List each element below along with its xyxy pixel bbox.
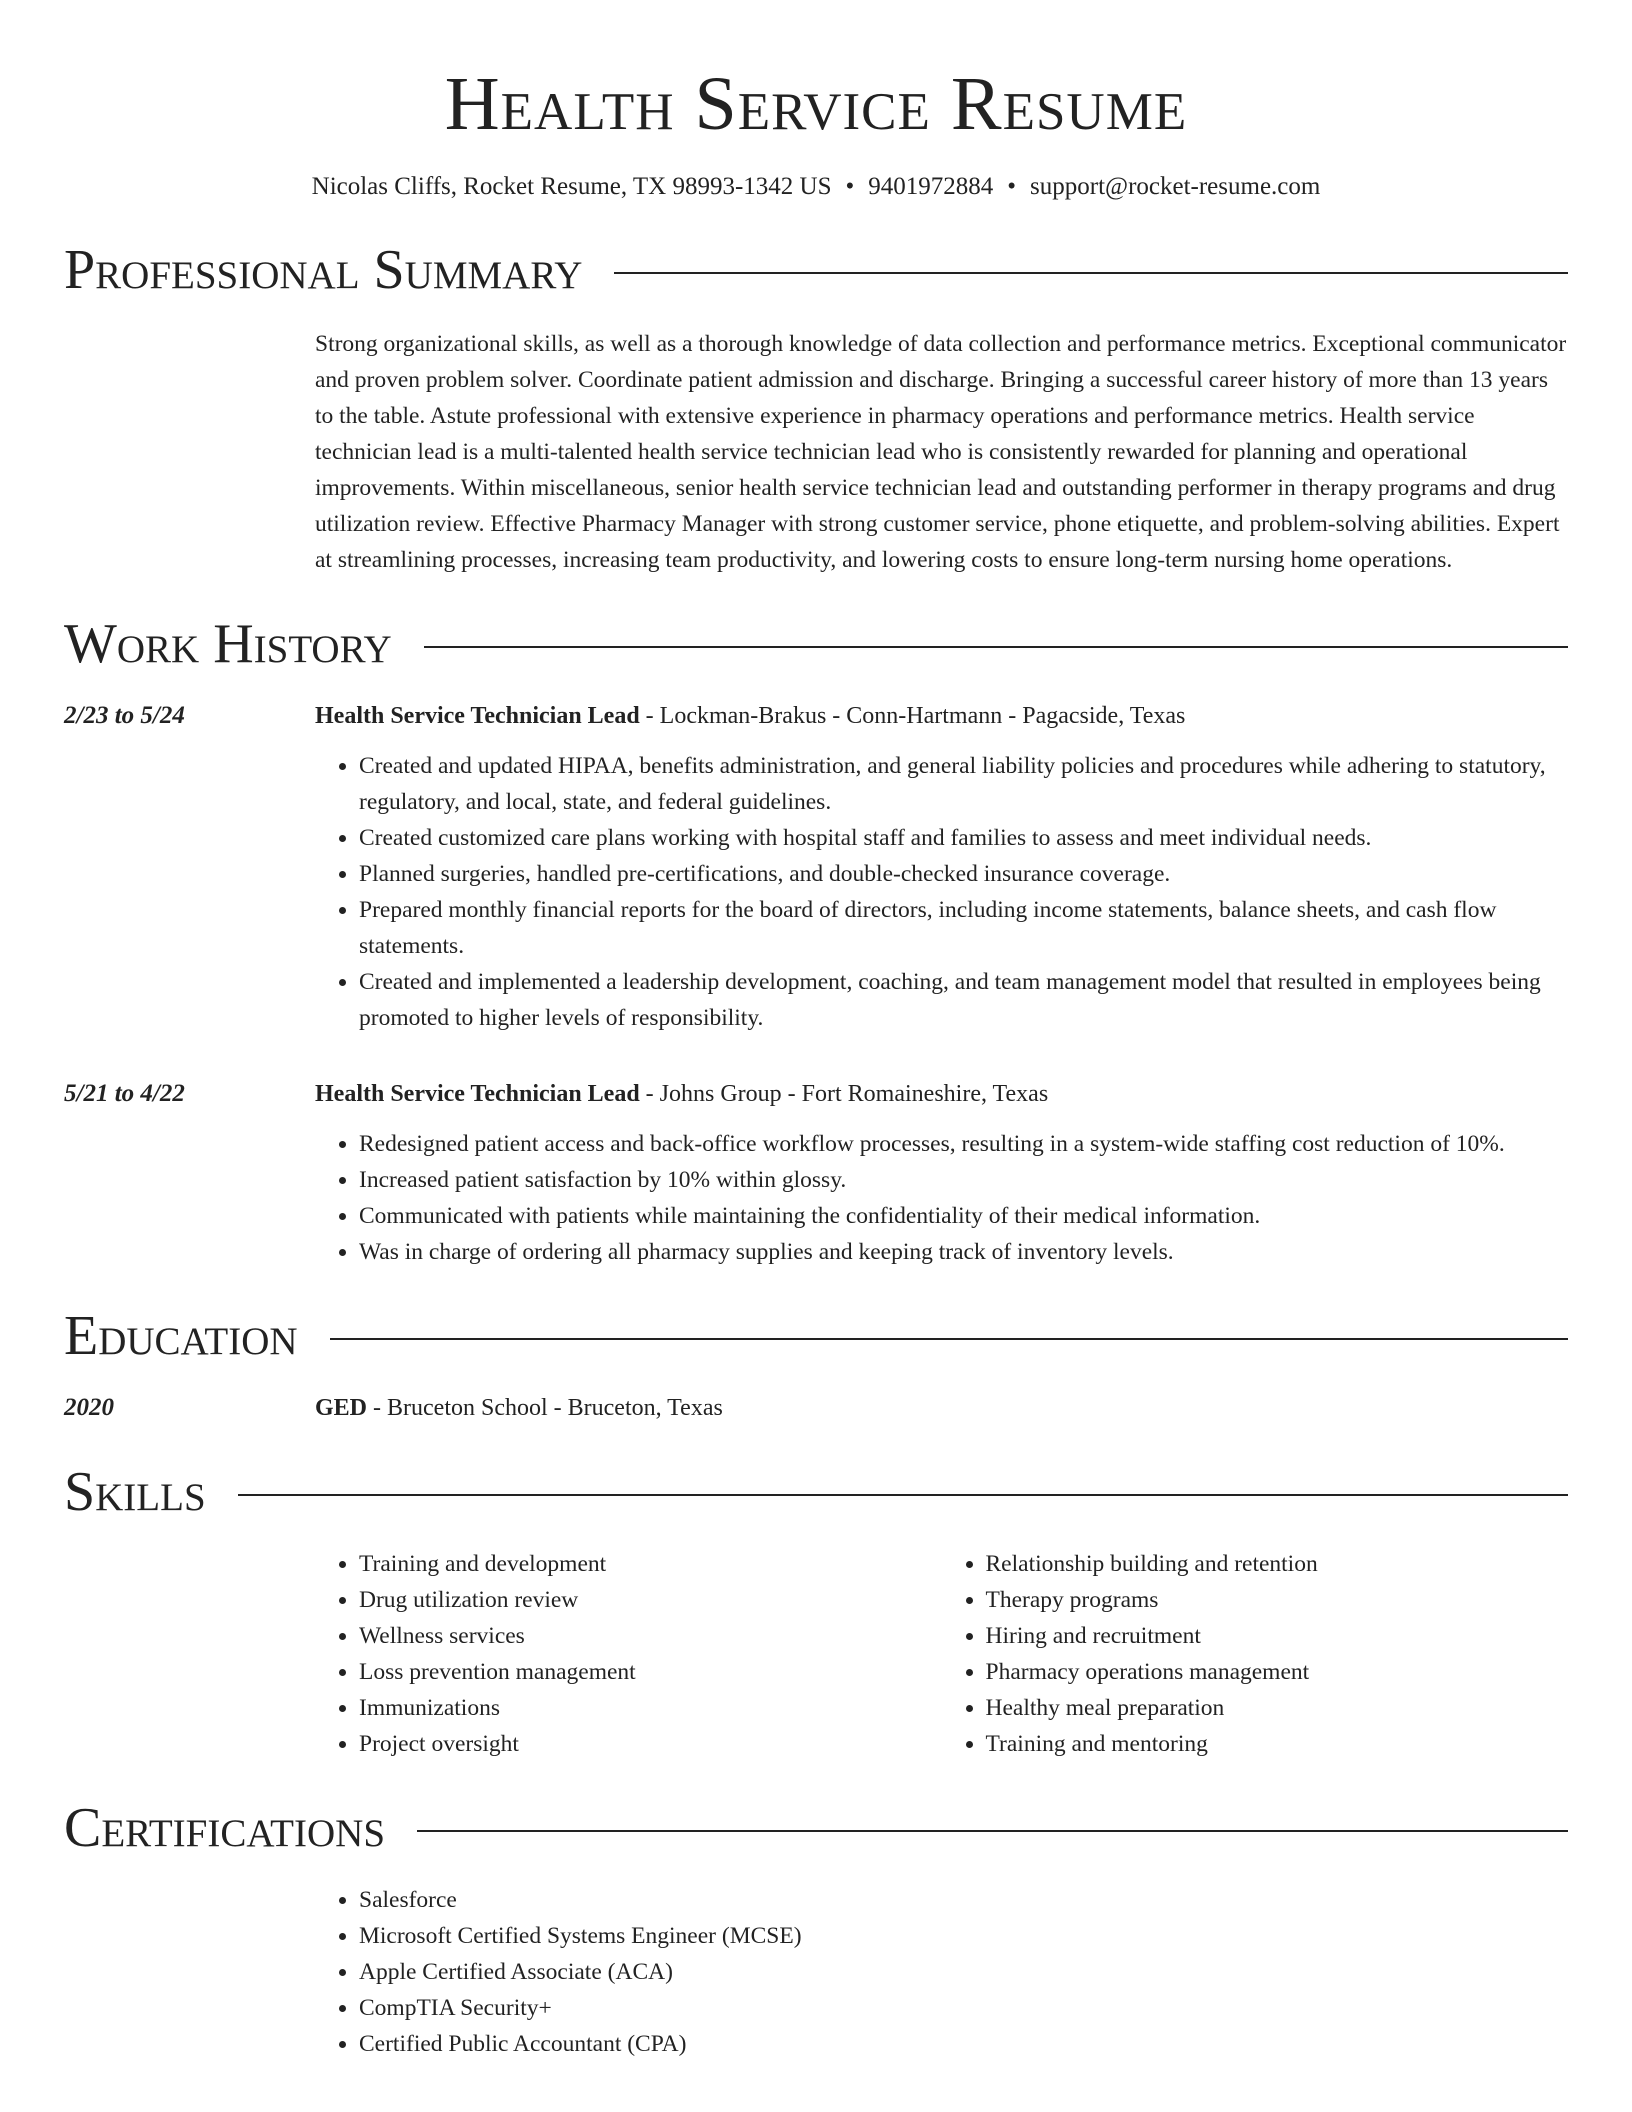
skills-list	[315, 1546, 1568, 1762]
list-item: • Microsoft Certified Systems Engineer (MCSE)	[359, 1918, 1568, 1954]
education-heading: Education	[64, 1305, 298, 1367]
job-title: Health Service Technician Lead	[315, 703, 640, 729]
list-item: • Therapy programs	[986, 1582, 1569, 1618]
list-item: • Salesforce	[359, 1882, 1568, 1918]
list-item: • Increased patient satisfaction by 10% within glossy.	[359, 1162, 1568, 1198]
job-bullets	[315, 1126, 1568, 1270]
education-degree: GED	[315, 1395, 368, 1421]
resume-page	[64, 56, 1568, 2062]
list-item: • Relationship building and retention	[986, 1546, 1569, 1582]
contact-line	[64, 170, 1568, 204]
certifications-items	[315, 1882, 1568, 2062]
list-item: • Loss prevention management	[359, 1654, 942, 1690]
list-item: • Created and implemented a leadership development, coaching, and team management model that resulted in employees being promoted to higher levels of responsibility.	[359, 964, 1568, 1036]
job-details: - Lockman-Brakus - Conn-Hartmann - Pagacside, Texas	[639, 703, 1186, 729]
list-item: • Planned surgeries, handled pre-certifications, and double-checked insurance coverage.	[359, 856, 1568, 892]
list-item: • Project oversight	[359, 1726, 942, 1762]
list-item: • Created and updated HIPAA, benefits administration, and general liability policies and procedures while adhering to statutory, regulatory, and local, state, and federal guidelines.	[359, 748, 1568, 820]
section-divider	[238, 1494, 1568, 1496]
skills-column-right	[942, 1546, 1569, 1762]
resume-title: Health Service Resume	[444, 62, 1188, 146]
job-entry	[64, 1076, 1568, 1270]
summary-text: Strong organizational skills, as well as a thorough knowledge of data collection and performance metrics. Exceptional communicator and proven problem solver. Coordinate patient admission and discharge. Bringing a successful career history of more than 13 years to the table. Astute professional with extensive experience in pharmacy operations and performance metrics. Health service technician lead is a multi-talented health service technician lead who is consistently rewarded for planning and operational improvements. Within miscellaneous, senior health service technician lead and outstanding performer in therapy programs and drug utilization review. Effective Pharmacy Manager with strong customer service, phone etiquette, and problem-solving abilities. Expert at streamlining processes, increasing team productivity, and lowering costs to ensure long-term nursing home operations.	[315, 331, 1567, 573]
list-item: • Training and mentoring	[986, 1726, 1569, 1762]
contact-separator: •	[1007, 173, 1017, 200]
summary-section-header	[64, 238, 1568, 302]
contact-email: support@rocket-resume.com	[1030, 173, 1321, 200]
list-item: • Drug utilization review	[359, 1582, 942, 1618]
certifications-list	[315, 1882, 1568, 2062]
list-item: • Training and development	[359, 1546, 942, 1582]
job-bullets	[315, 748, 1568, 1036]
job-entry	[64, 698, 1568, 1036]
list-item: • CompTIA Security+	[359, 1990, 1568, 2026]
certifications-section-header	[64, 1796, 1568, 1860]
list-item: • Apple Certified Associate (ACA)	[359, 1954, 1568, 1990]
certifications-heading: Certifications	[64, 1797, 386, 1859]
skills-column-left	[315, 1546, 942, 1762]
job-details: - Johns Group - Fort Romaineshire, Texas	[639, 1081, 1049, 1107]
education-year: 2020	[64, 1394, 114, 1421]
section-divider	[330, 1338, 1568, 1340]
job-heading	[315, 698, 1568, 1036]
section-divider	[614, 272, 1568, 274]
contact-phone: 9401972884	[868, 173, 994, 200]
education-info	[315, 1390, 1568, 1426]
work-heading: Work History	[64, 613, 392, 675]
skills-section-header	[64, 1460, 1568, 1524]
job-dates: 2/23 to 5/24	[64, 702, 185, 729]
section-divider	[424, 646, 1568, 648]
job-heading	[315, 1076, 1568, 1270]
education-details: - Bruceton School - Bruceton, Texas	[367, 1395, 723, 1421]
section-divider	[417, 1830, 1568, 1832]
education-section-header	[64, 1304, 1568, 1368]
work-section-header	[64, 612, 1568, 676]
list-item: • Communicated with patients while maintaining the confidentiality of their medical information.	[359, 1198, 1568, 1234]
job-dates: 5/21 to 4/22	[64, 1080, 185, 1107]
skills-heading: Skills	[64, 1461, 206, 1523]
summary-heading: Professional Summary	[64, 239, 583, 301]
list-item: • Hiring and recruitment	[986, 1618, 1569, 1654]
list-item: • Created customized care plans working with hospital staff and families to assess and meet individual needs.	[359, 820, 1568, 856]
contact-address: Nicolas Cliffs, Rocket Resume, TX 98993-1342 US	[311, 173, 832, 200]
contact-separator: •	[845, 173, 855, 200]
job-title: Health Service Technician Lead	[315, 1081, 640, 1107]
list-item: • Was in charge of ordering all pharmacy supplies and keeping track of inventory levels.	[359, 1234, 1568, 1270]
education-entry	[64, 1390, 1568, 1426]
list-item: • Redesigned patient access and back-office workflow processes, resulting in a system-wide staffing cost reduction of 10%.	[359, 1126, 1568, 1162]
list-item: • Wellness services	[359, 1618, 942, 1654]
list-item: • Pharmacy operations management	[986, 1654, 1569, 1690]
list-item: • Immunizations	[359, 1690, 942, 1726]
list-item: • Prepared monthly financial reports for the board of directors, including income statements, balance sheets, and cash flow statements.	[359, 892, 1568, 964]
list-item: • Healthy meal preparation	[986, 1690, 1569, 1726]
list-item: • Certified Public Accountant (CPA)	[359, 2026, 1568, 2062]
